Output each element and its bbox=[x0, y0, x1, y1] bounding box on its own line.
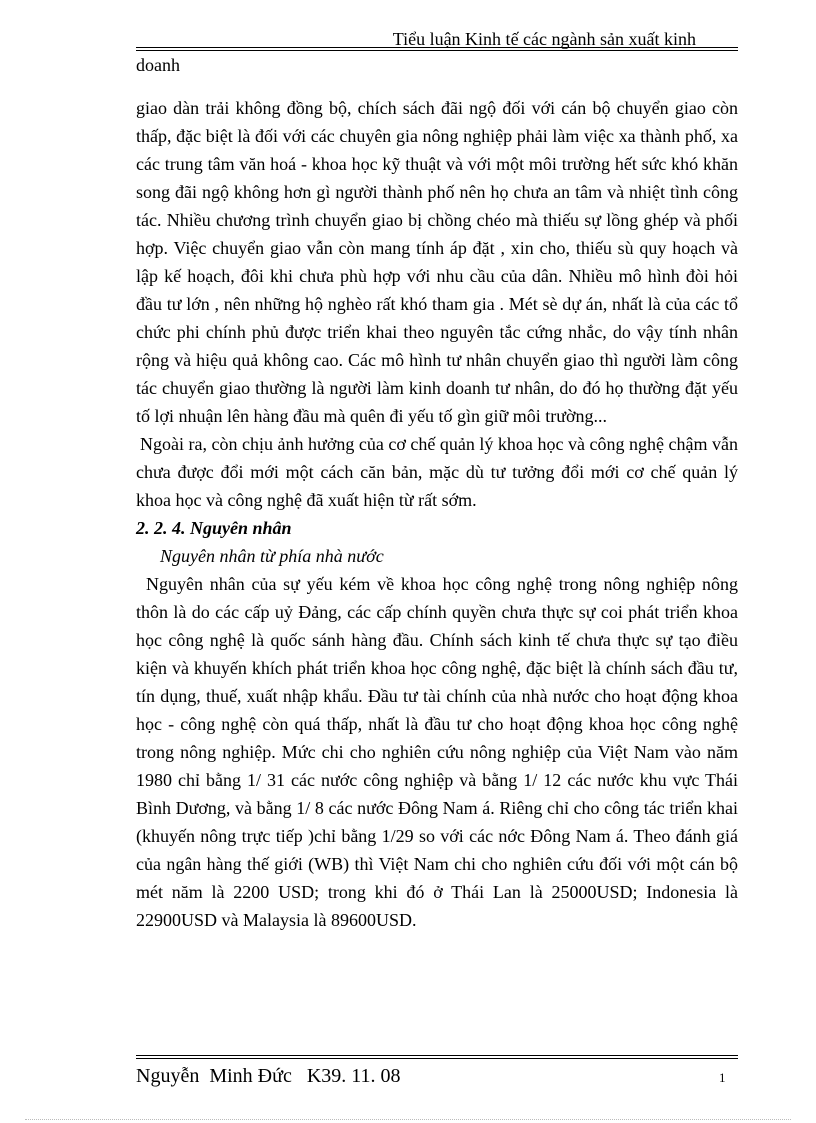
paragraph-1: giao dàn trải không đồng bộ, chích sách đãi ngộ đối với cán bộ chuyển giao còn thấp, đặc biệt là đối với các chuyên gia nông nghiệp phải làm việc xa thành phố, xa các trung tâm văn hoá - khoa học kỹ thuật và với một môi trường hết sức khó khăn song đãi ngộ không hơn gì người thành phố nên họ chưa an tâm và nhiệt tình công tác. Nhiều chương trình chuyển giao bị chồng chéo mà thiếu sự lồng ghép và phối hợp. Việc chuyển giao vẫn còn mang tính áp đặt , xin cho, thiếu sù quy hoạch và lập kế hoạch, đôi khi chưa phù hợp với nhu cầu của dân. Nhiều mô hình đòi hỏi đầu tư lớn , nên những hộ nghèo rất khó tham gia . Mét sè dự án, nhất là của các tổ chức phi chính phủ được triển khai theo nguyên tắc cứng nhắc, do vậy tính nhân rộng và hiệu quả không cao. Các mô hình tư nhân chuyển giao thì người làm công tác chuyển giao thường là người làm kinh doanh tư nhân, do đó họ thường đặt yếu tố lợi nhuận lên hàng đầu mà quên đi yếu tố gìn giữ môi trường... bbox=[136, 98, 738, 426]
section-heading: 2. 2. 4. Nguyên nhân bbox=[136, 518, 292, 538]
page-number: 1 bbox=[719, 1070, 726, 1085]
paragraph-2: Ngoài ra, còn chịu ảnh hưởng của cơ chế quản lý khoa học và công nghệ chậm vẫn chưa được đổi mới một cách căn bản, mặc dù tư tưởng đổi mới cơ chế quản lý khoa học và công nghệ đã xuất hiện từ rất sớm. bbox=[136, 434, 738, 510]
header-rule-top bbox=[136, 47, 738, 48]
footer-author: Nguyễn Minh Đức K39. 11. 08 bbox=[136, 1065, 401, 1087]
page-edge-dotted-line bbox=[25, 1119, 791, 1120]
header-continuation: doanh bbox=[136, 55, 180, 75]
header-rule-bottom bbox=[136, 50, 738, 51]
footer-rule-bottom bbox=[136, 1058, 738, 1059]
header-title: Tiểu luận Kinh tế các ngành sản xuất kinh bbox=[392, 29, 696, 49]
footer-rule-top bbox=[136, 1055, 738, 1056]
page-body bbox=[136, 94, 738, 934]
section-subheading: Nguyên nhân từ phía nhà nước bbox=[160, 546, 384, 566]
paragraph-3: Nguyên nhân của sự yếu kém về khoa học công nghệ trong nông nghiệp nông thôn là do các cấp uỷ Đảng, các cấp chính quyền chưa thực sự coi phát triển khoa học công nghệ là quốc sánh hàng đầu. Chính sách kinh tế chưa thực sự tạo điều kiện và khuyến khích phát triển khoa học công nghệ, đặc biệt là chính sách đầu tư, tín dụng, thuế, xuất nhập khẩu. Đầu tư tài chính của nhà nước cho hoạt động khoa học - công nghệ còn quá thấp, nhất là đầu tư cho hoạt động khoa học công nghệ trong nông nghiệp. Mức chi cho nghiên cứu nông nghiệp của Việt Nam vào năm 1980 chỉ bằng 1/ 31 các nước công nghiệp và bằng 1/ 12 các nước khu vực Thái Bình Dương, và bằng 1/ 8 các nước Đông Nam á. Riêng chỉ cho công tác triển khai (khuyến nông trực tiếp )chỉ bằng 1/29 so với các nớc Đông Nam á. Theo đánh giá của ngân hàng thế giới (WB) thì Việt Nam chi cho nghiên cứu đối với một cán bộ mét năm là 2200 USD; trong khi đó ở Thái Lan là 25000USD; Indonesia là 22900USD và Malaysia là 89600USD. bbox=[136, 574, 738, 930]
